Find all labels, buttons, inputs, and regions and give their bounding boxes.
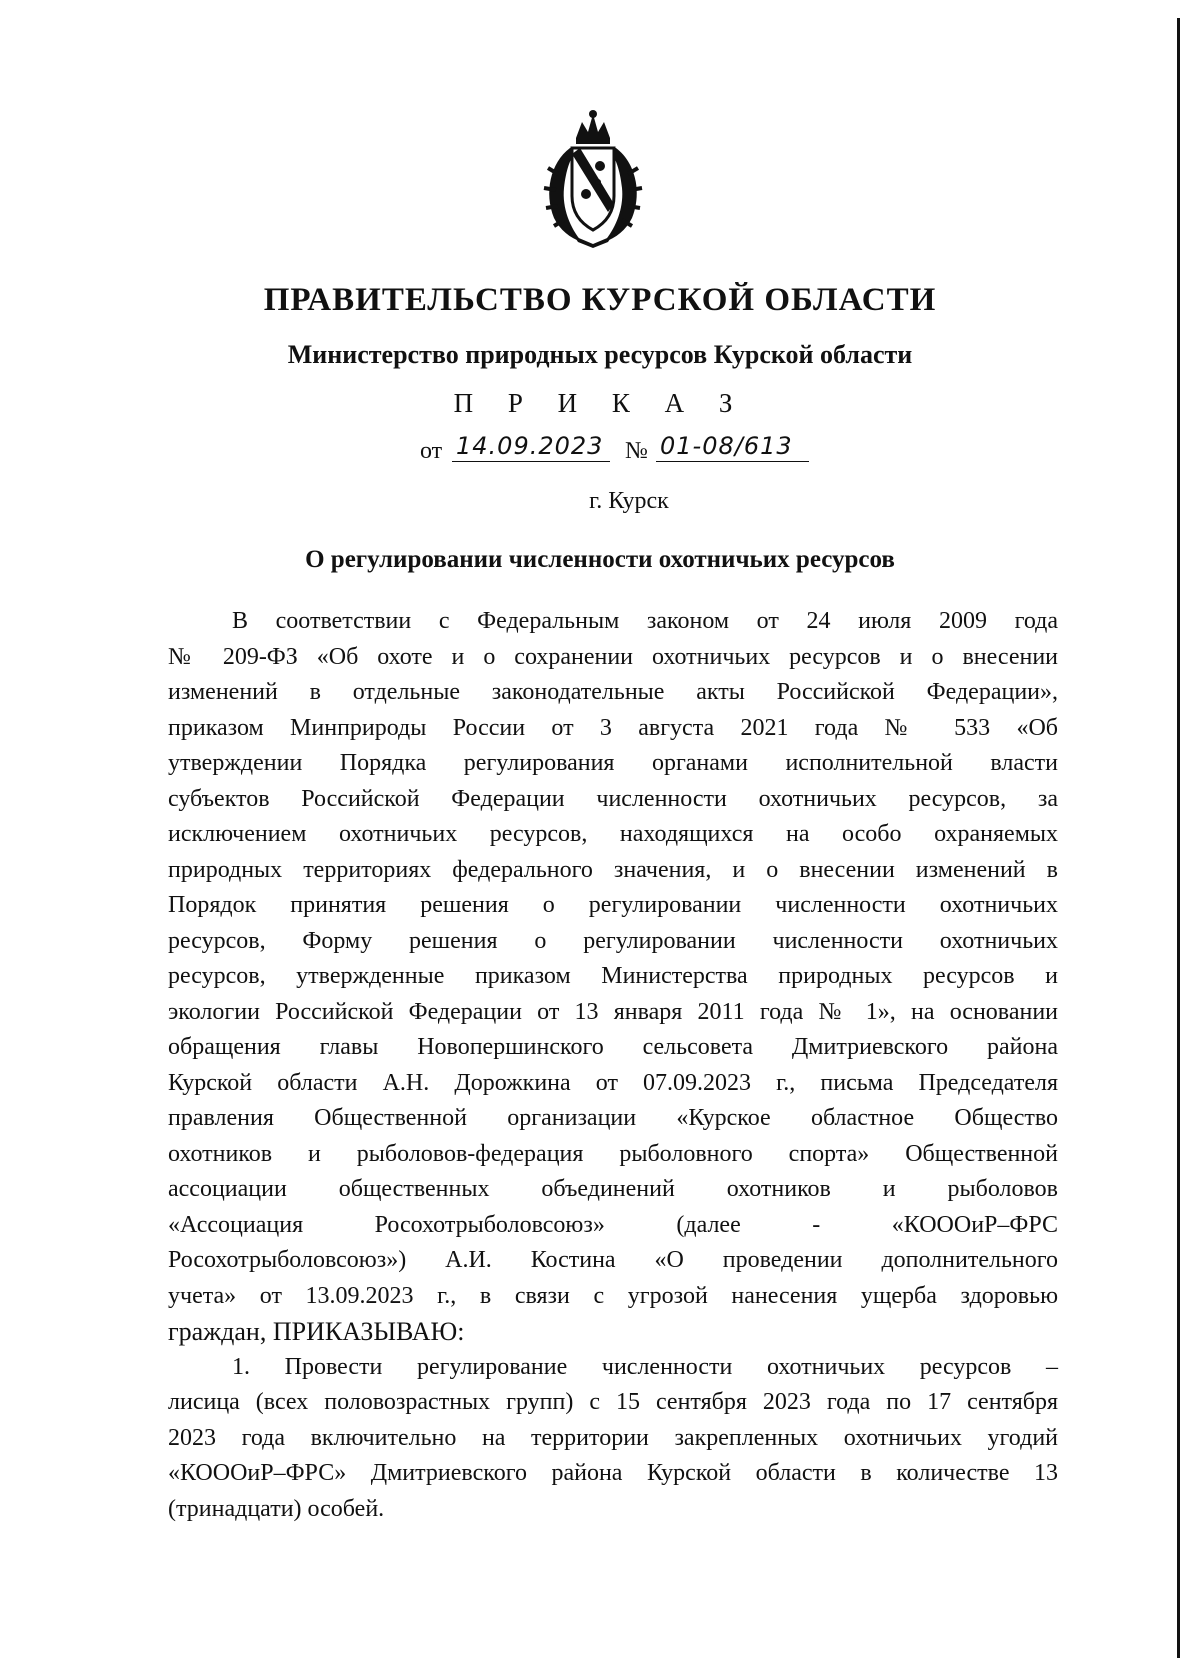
body-line: приказом Минприроды России от 3 августа 2021 года № 533 «Об (168, 714, 1058, 741)
body-line: 2023 года включительно на территории закрепленных охотничьих угодий (168, 1424, 1058, 1451)
body-line: изменений в отдельные законодательные акты Российской Федерации», (168, 679, 1058, 705)
body-line: Порядок принятия решения о регулировании численности охотничьих (168, 892, 1058, 918)
handwritten-number: 01-08/613 (656, 432, 809, 462)
body-line: Росохотрыболовсоюз») А.И. Костина «О проведении дополнительного (168, 1247, 1058, 1273)
order-date-number (420, 434, 820, 474)
body-line: «КОООиР–ФРС» Дмитриевского района Курской области в количестве 13 (168, 1460, 1058, 1486)
scan-edge-line (1177, 18, 1180, 1658)
body-line: В соответствии с Федеральным законом от 24 июля 2009 года (232, 608, 1058, 634)
body-line: (тринадцати) особей. (168, 1495, 385, 1522)
body-line: 1. Провести регулирование численности охотничьих ресурсов – (232, 1353, 1058, 1380)
number-label: № (625, 438, 648, 464)
body-line: обращения главы Новопершинского сельсовета Дмитриевского района (168, 1034, 1058, 1060)
body-line: правления Общественной организации «Курское областное Общество (168, 1105, 1058, 1131)
body-line: ресурсов, Форму решения о регулировании численности охотничьих (168, 927, 1058, 954)
body-line: ассоциации общественных объединений охотников и рыболовов (168, 1176, 1058, 1202)
body-line: утверждении Порядка регулирования органами исполнительной власти (168, 750, 1058, 776)
body-line: лисица (всех половозрастных групп) с 15 сентября 2023 года по 17 сентября (168, 1389, 1058, 1415)
body-line: Курской области А.Н. Дорожкина от 07.09.2023 г., письма Председателя (168, 1069, 1058, 1096)
body-line: № 209-ФЗ «Об охоте и о сохранении охотничьих ресурсов и о внесении (168, 643, 1058, 670)
ministry-name: Министерство природных ресурсов Курской области (287, 340, 913, 369)
body-line: исключением охотничьих ресурсов, находящихся на особо охраняемых (168, 821, 1058, 847)
body-line: субъектов Российской Федерации численности охотничьих ресурсов, за (168, 785, 1058, 812)
body-line: учета» от 13.09.2023 г., в связи с угрозой нанесения ущерба здоровью (168, 1282, 1058, 1309)
document-title: О регулировании численности охотничьих ресурсов (305, 546, 895, 573)
city: г. Курск (589, 488, 669, 514)
kursk-coat-of-arms-icon (540, 108, 646, 248)
handwritten-date: 14.09.2023 (452, 432, 610, 462)
from-label: от (420, 438, 443, 464)
body-line: экологии Российской Федерации от 13 января 2011 года № 1», на основании (168, 998, 1058, 1025)
body-line: природных территориях федерального значения, и о внесении изменений в (168, 856, 1058, 883)
government-title: ПРАВИТЕЛЬСТВО КУРСКОЙ ОБЛАСТИ (263, 282, 937, 318)
body-line: охотников и рыболовов-федерация рыболовного спорта» Общественной (168, 1140, 1058, 1167)
body-line: ресурсов, утвержденные приказом Министерства природных ресурсов и (168, 963, 1058, 989)
body-line: «Ассоциация Росохотрыболовсоюз» (далее - «КОООиР–ФРС (168, 1211, 1058, 1238)
body-line: граждан, ПРИКАЗЫВАЮ: (168, 1317, 465, 1346)
document-body (168, 604, 1058, 1527)
document-type: П Р И К А З (453, 388, 747, 418)
